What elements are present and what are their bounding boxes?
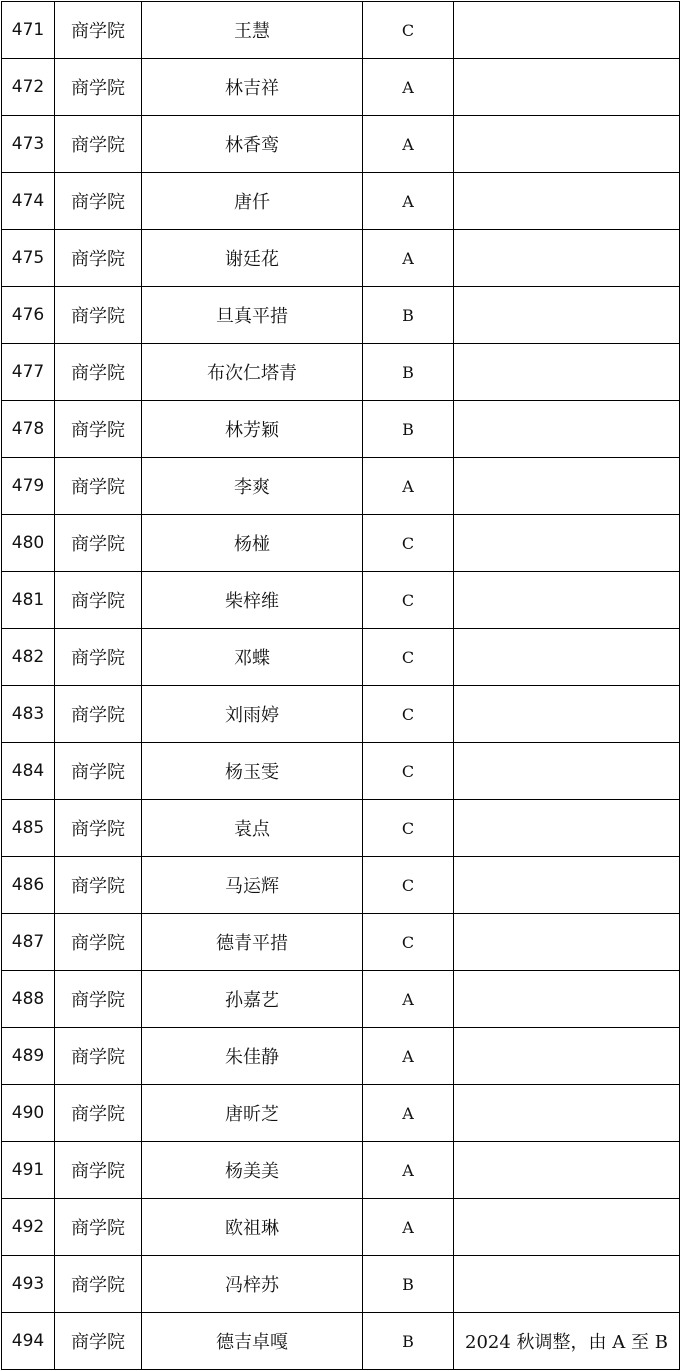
college-cell: 商学院 xyxy=(55,1313,142,1370)
student-name-cell: 林香鸾 xyxy=(142,116,363,173)
student-name-cell: 袁点 xyxy=(142,800,363,857)
table-row xyxy=(2,515,680,572)
college-cell: 商学院 xyxy=(55,344,142,401)
college-cell: 商学院 xyxy=(55,629,142,686)
grade-cell: A xyxy=(363,116,454,173)
note-cell xyxy=(454,1199,680,1256)
row-number-cell: 492 xyxy=(2,1199,55,1256)
grade-cell: C xyxy=(363,629,454,686)
row-number-cell: 471 xyxy=(2,2,55,59)
row-number-cell: 489 xyxy=(2,1028,55,1085)
note-cell xyxy=(454,173,680,230)
college-cell: 商学院 xyxy=(55,230,142,287)
table-row xyxy=(2,116,680,173)
table-row xyxy=(2,914,680,971)
student-name-cell: 唐仟 xyxy=(142,173,363,230)
table-row xyxy=(2,287,680,344)
row-number-cell: 478 xyxy=(2,401,55,458)
student-name-cell: 杨玉雯 xyxy=(142,743,363,800)
college-cell: 商学院 xyxy=(55,1028,142,1085)
grade-cell: B xyxy=(363,401,454,458)
college-cell: 商学院 xyxy=(55,287,142,344)
table-row xyxy=(2,458,680,515)
student-name-cell: 唐昕芝 xyxy=(142,1085,363,1142)
row-number-cell: 493 xyxy=(2,1256,55,1313)
college-cell: 商学院 xyxy=(55,59,142,116)
table-row xyxy=(2,401,680,458)
college-cell: 商学院 xyxy=(55,800,142,857)
grade-cell: A xyxy=(363,230,454,287)
grade-cell: C xyxy=(363,800,454,857)
note-cell xyxy=(454,401,680,458)
note-cell xyxy=(454,572,680,629)
row-number-cell: 483 xyxy=(2,686,55,743)
grade-cell: A xyxy=(363,1028,454,1085)
college-cell: 商学院 xyxy=(55,116,142,173)
grade-cell: C xyxy=(363,572,454,629)
table-row xyxy=(2,743,680,800)
student-name-cell: 王慧 xyxy=(142,2,363,59)
grade-cell: C xyxy=(363,2,454,59)
note-cell xyxy=(454,914,680,971)
student-name-cell: 马运辉 xyxy=(142,857,363,914)
note-cell xyxy=(454,857,680,914)
grade-cell: B xyxy=(363,344,454,401)
student-name-cell: 李爽 xyxy=(142,458,363,515)
note-cell xyxy=(454,2,680,59)
student-name-cell: 林芳颖 xyxy=(142,401,363,458)
note-cell xyxy=(454,686,680,743)
note-cell xyxy=(454,1028,680,1085)
note-cell xyxy=(454,515,680,572)
student-name-cell: 朱佳静 xyxy=(142,1028,363,1085)
student-name-cell: 德吉卓嘎 xyxy=(142,1313,363,1370)
college-cell: 商学院 xyxy=(55,2,142,59)
student-name-cell: 冯梓苏 xyxy=(142,1256,363,1313)
college-cell: 商学院 xyxy=(55,173,142,230)
college-cell: 商学院 xyxy=(55,1256,142,1313)
grade-cell: C xyxy=(363,914,454,971)
student-name-cell: 孙嘉艺 xyxy=(142,971,363,1028)
college-cell: 商学院 xyxy=(55,572,142,629)
student-name-cell: 柴梓维 xyxy=(142,572,363,629)
note-cell xyxy=(454,1256,680,1313)
row-number-cell: 491 xyxy=(2,1142,55,1199)
table-row xyxy=(2,173,680,230)
table-row xyxy=(2,800,680,857)
grade-cell: A xyxy=(363,1199,454,1256)
table-row xyxy=(2,344,680,401)
row-number-cell: 475 xyxy=(2,230,55,287)
grade-cell: C xyxy=(363,515,454,572)
note-cell xyxy=(454,59,680,116)
row-number-cell: 487 xyxy=(2,914,55,971)
note-cell xyxy=(454,629,680,686)
row-number-cell: 476 xyxy=(2,287,55,344)
grade-cell: A xyxy=(363,59,454,116)
student-name-cell: 刘雨婷 xyxy=(142,686,363,743)
student-name-cell: 欧祖琳 xyxy=(142,1199,363,1256)
note-cell xyxy=(454,1085,680,1142)
table-row xyxy=(2,1199,680,1256)
note-cell xyxy=(454,230,680,287)
college-cell: 商学院 xyxy=(55,1085,142,1142)
row-number-cell: 488 xyxy=(2,971,55,1028)
grade-cell: C xyxy=(363,743,454,800)
table-body xyxy=(2,2,680,1370)
college-cell: 商学院 xyxy=(55,743,142,800)
student-name-cell: 林吉祥 xyxy=(142,59,363,116)
college-cell: 商学院 xyxy=(55,914,142,971)
college-cell: 商学院 xyxy=(55,971,142,1028)
college-cell: 商学院 xyxy=(55,458,142,515)
college-cell: 商学院 xyxy=(55,1199,142,1256)
note-cell xyxy=(454,287,680,344)
row-number-cell: 484 xyxy=(2,743,55,800)
student-name-cell: 杨美美 xyxy=(142,1142,363,1199)
grade-cell: B xyxy=(363,1313,454,1370)
grade-cell: A xyxy=(363,1142,454,1199)
student-name-cell: 德青平措 xyxy=(142,914,363,971)
student-name-cell: 杨椪 xyxy=(142,515,363,572)
note-cell xyxy=(454,344,680,401)
student-name-cell: 邓蝶 xyxy=(142,629,363,686)
table-row xyxy=(2,857,680,914)
row-number-cell: 486 xyxy=(2,857,55,914)
college-cell: 商学院 xyxy=(55,401,142,458)
student-name-cell: 布次仁塔青 xyxy=(142,344,363,401)
table-row xyxy=(2,230,680,287)
grade-cell: C xyxy=(363,686,454,743)
row-number-cell: 479 xyxy=(2,458,55,515)
table-row xyxy=(2,1028,680,1085)
grade-cell: A xyxy=(363,1085,454,1142)
note-cell xyxy=(454,800,680,857)
table-row xyxy=(2,1313,680,1370)
table-row xyxy=(2,1085,680,1142)
row-number-cell: 473 xyxy=(2,116,55,173)
note-cell xyxy=(454,743,680,800)
grade-cell: B xyxy=(363,1256,454,1313)
table-row xyxy=(2,2,680,59)
table-row xyxy=(2,59,680,116)
row-number-cell: 477 xyxy=(2,344,55,401)
grade-cell: A xyxy=(363,971,454,1028)
grade-cell: A xyxy=(363,458,454,515)
grade-cell: B xyxy=(363,287,454,344)
row-number-cell: 480 xyxy=(2,515,55,572)
table-row xyxy=(2,1256,680,1313)
student-name-cell: 谢廷花 xyxy=(142,230,363,287)
grade-cell: C xyxy=(363,857,454,914)
table-row xyxy=(2,572,680,629)
table-row xyxy=(2,971,680,1028)
row-number-cell: 472 xyxy=(2,59,55,116)
row-number-cell: 474 xyxy=(2,173,55,230)
row-number-cell: 481 xyxy=(2,572,55,629)
college-cell: 商学院 xyxy=(55,515,142,572)
student-grade-table xyxy=(1,1,680,1370)
row-number-cell: 494 xyxy=(2,1313,55,1370)
row-number-cell: 490 xyxy=(2,1085,55,1142)
note-cell: 2024 秋调整，由 A 至 B xyxy=(454,1313,680,1370)
college-cell: 商学院 xyxy=(55,686,142,743)
college-cell: 商学院 xyxy=(55,857,142,914)
row-number-cell: 485 xyxy=(2,800,55,857)
college-cell: 商学院 xyxy=(55,1142,142,1199)
note-cell xyxy=(454,1142,680,1199)
note-cell xyxy=(454,971,680,1028)
table-row xyxy=(2,686,680,743)
row-number-cell: 482 xyxy=(2,629,55,686)
table-row xyxy=(2,1142,680,1199)
note-cell xyxy=(454,116,680,173)
grade-cell: A xyxy=(363,173,454,230)
note-cell xyxy=(454,458,680,515)
table-row xyxy=(2,629,680,686)
student-name-cell: 旦真平措 xyxy=(142,287,363,344)
